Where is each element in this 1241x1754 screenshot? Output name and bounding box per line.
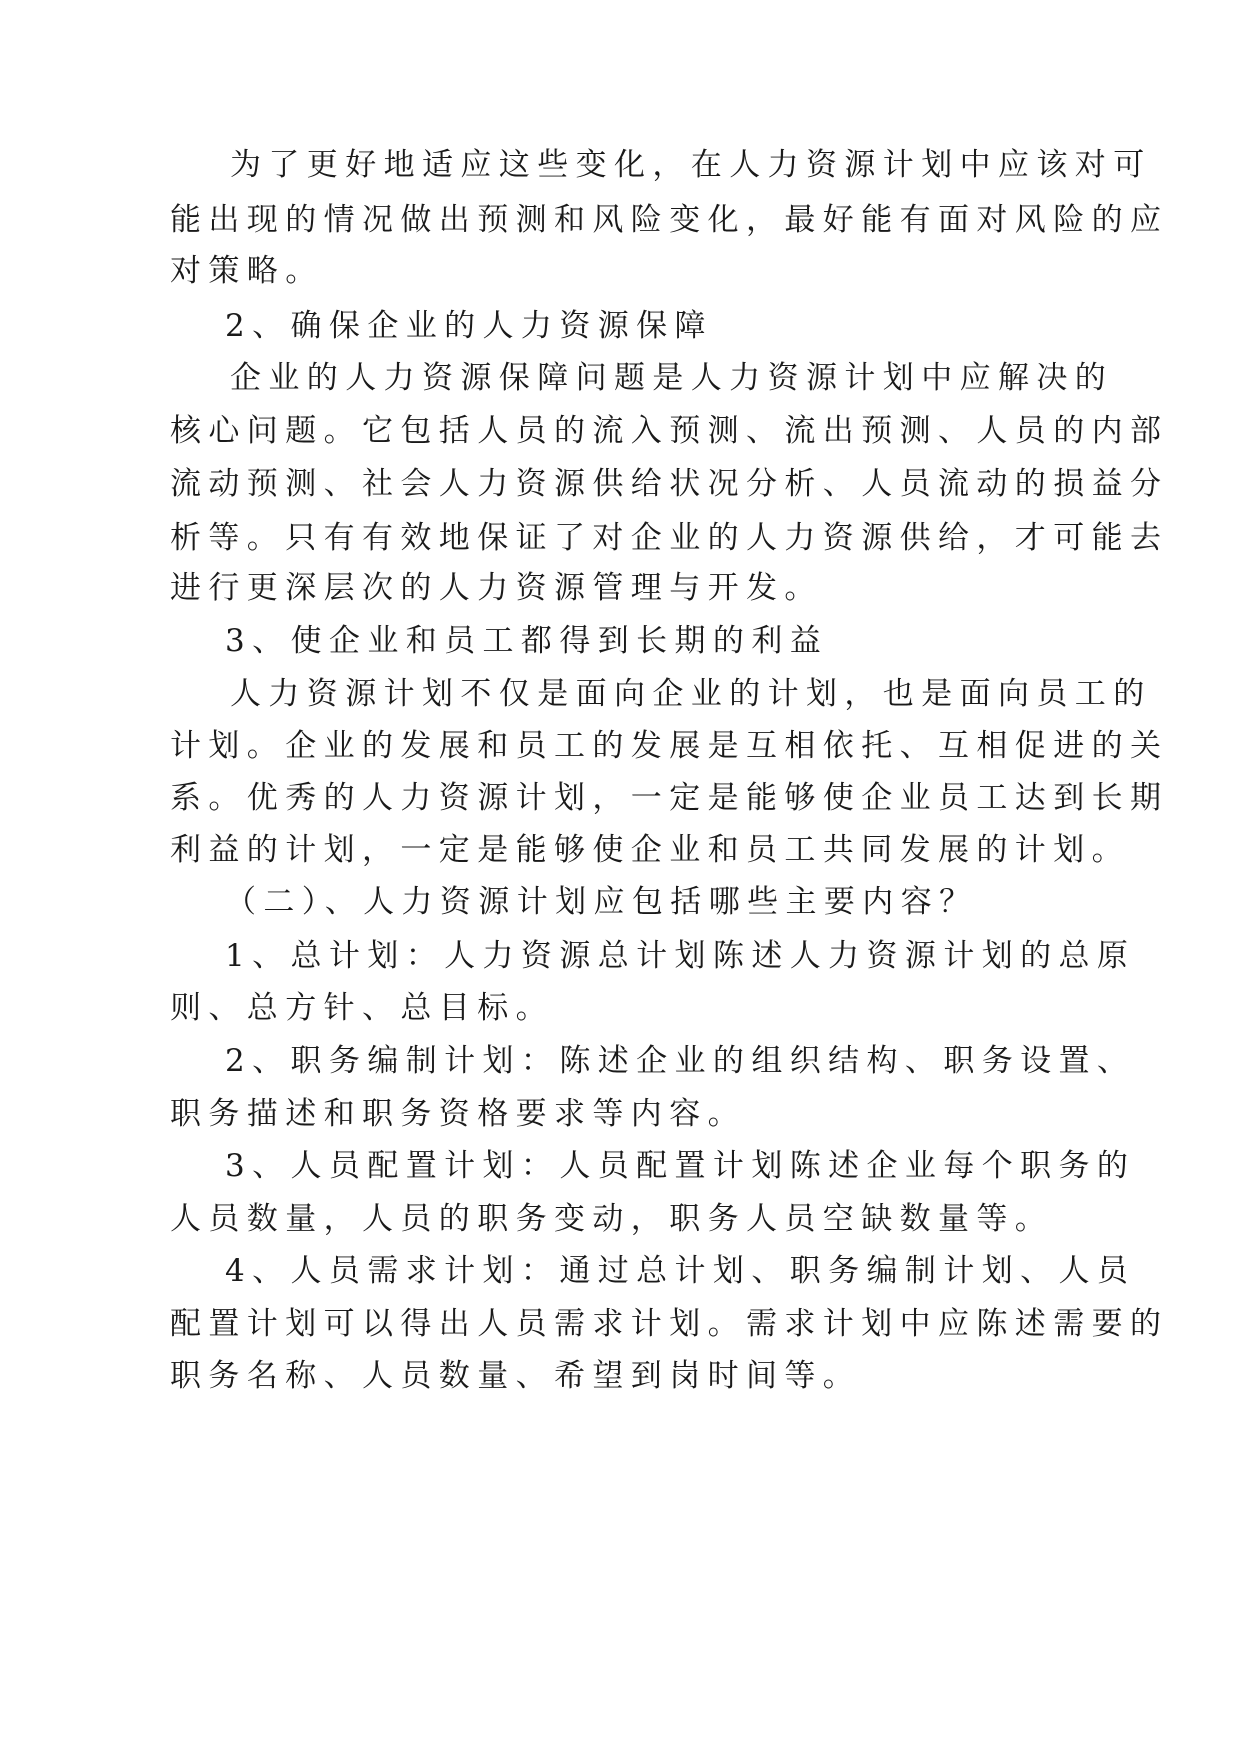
paragraph-line: 利益的计划，一定是能够使企业和员工共同发展的计划。 bbox=[170, 832, 1130, 868]
paragraph-line: 析等。只有有效地保证了对企业的人力资源供给，才可能去 bbox=[170, 520, 1169, 556]
paragraph-line: 4、人员需求计划：通过总计划、职务编制计划、人员 bbox=[225, 1253, 1136, 1289]
paragraph-line: 配置计划可以得出人员需求计划。需求计划中应陈述需要的 bbox=[170, 1306, 1169, 1342]
section-heading: 2、确保企业的人力资源保障 bbox=[225, 308, 713, 344]
paragraph-line: 2、职务编制计划：陈述企业的组织结构、职务设置、 bbox=[225, 1043, 1136, 1079]
paragraph-line: 1、总计划：人力资源总计划陈述人力资源计划的总原 bbox=[225, 938, 1136, 974]
paragraph-line: 人员数量，人员的职务变动，职务人员空缺数量等。 bbox=[170, 1201, 1054, 1237]
paragraph-line: 进行更深层次的人力资源管理与开发。 bbox=[170, 570, 823, 606]
paragraph-line: 为了更好地适应这些变化，在人力资源计划中应该对可 bbox=[230, 147, 1152, 183]
paragraph-line: 3、人员配置计划：人员配置计划陈述企业每个职务的 bbox=[225, 1148, 1136, 1184]
section-heading: （二）、人力资源计划应包括哪些主要内容？ bbox=[225, 884, 978, 920]
paragraph-line: 职务描述和职务资格要求等内容。 bbox=[170, 1096, 746, 1132]
paragraph-line: 计划。企业的发展和员工的发展是互相依托、互相促进的关 bbox=[170, 728, 1169, 764]
paragraph-line: 核心问题。它包括人员的流入预测、流出预测、人员的内部 bbox=[170, 413, 1169, 449]
section-heading: 3、使企业和员工都得到长期的利益 bbox=[225, 623, 829, 659]
paragraph-line: 企业的人力资源保障问题是人力资源计划中应解决的 bbox=[230, 360, 1114, 396]
paragraph-line: 流动预测、社会人力资源供给状况分析、人员流动的损益分 bbox=[170, 466, 1169, 502]
paragraph-line: 则、总方针、总目标。 bbox=[170, 990, 554, 1026]
paragraph-line: 能出现的情况做出预测和风险变化，最好能有面对风险的应 bbox=[170, 202, 1169, 238]
paragraph-line: 对策略。 bbox=[170, 253, 324, 289]
paragraph-line: 人力资源计划不仅是面向企业的计划，也是面向员工的 bbox=[230, 676, 1152, 712]
paragraph-line: 职务名称、人员数量、希望到岗时间等。 bbox=[170, 1358, 862, 1394]
paragraph-line: 系。优秀的人力资源计划，一定是能够使企业员工达到长期 bbox=[170, 780, 1169, 816]
